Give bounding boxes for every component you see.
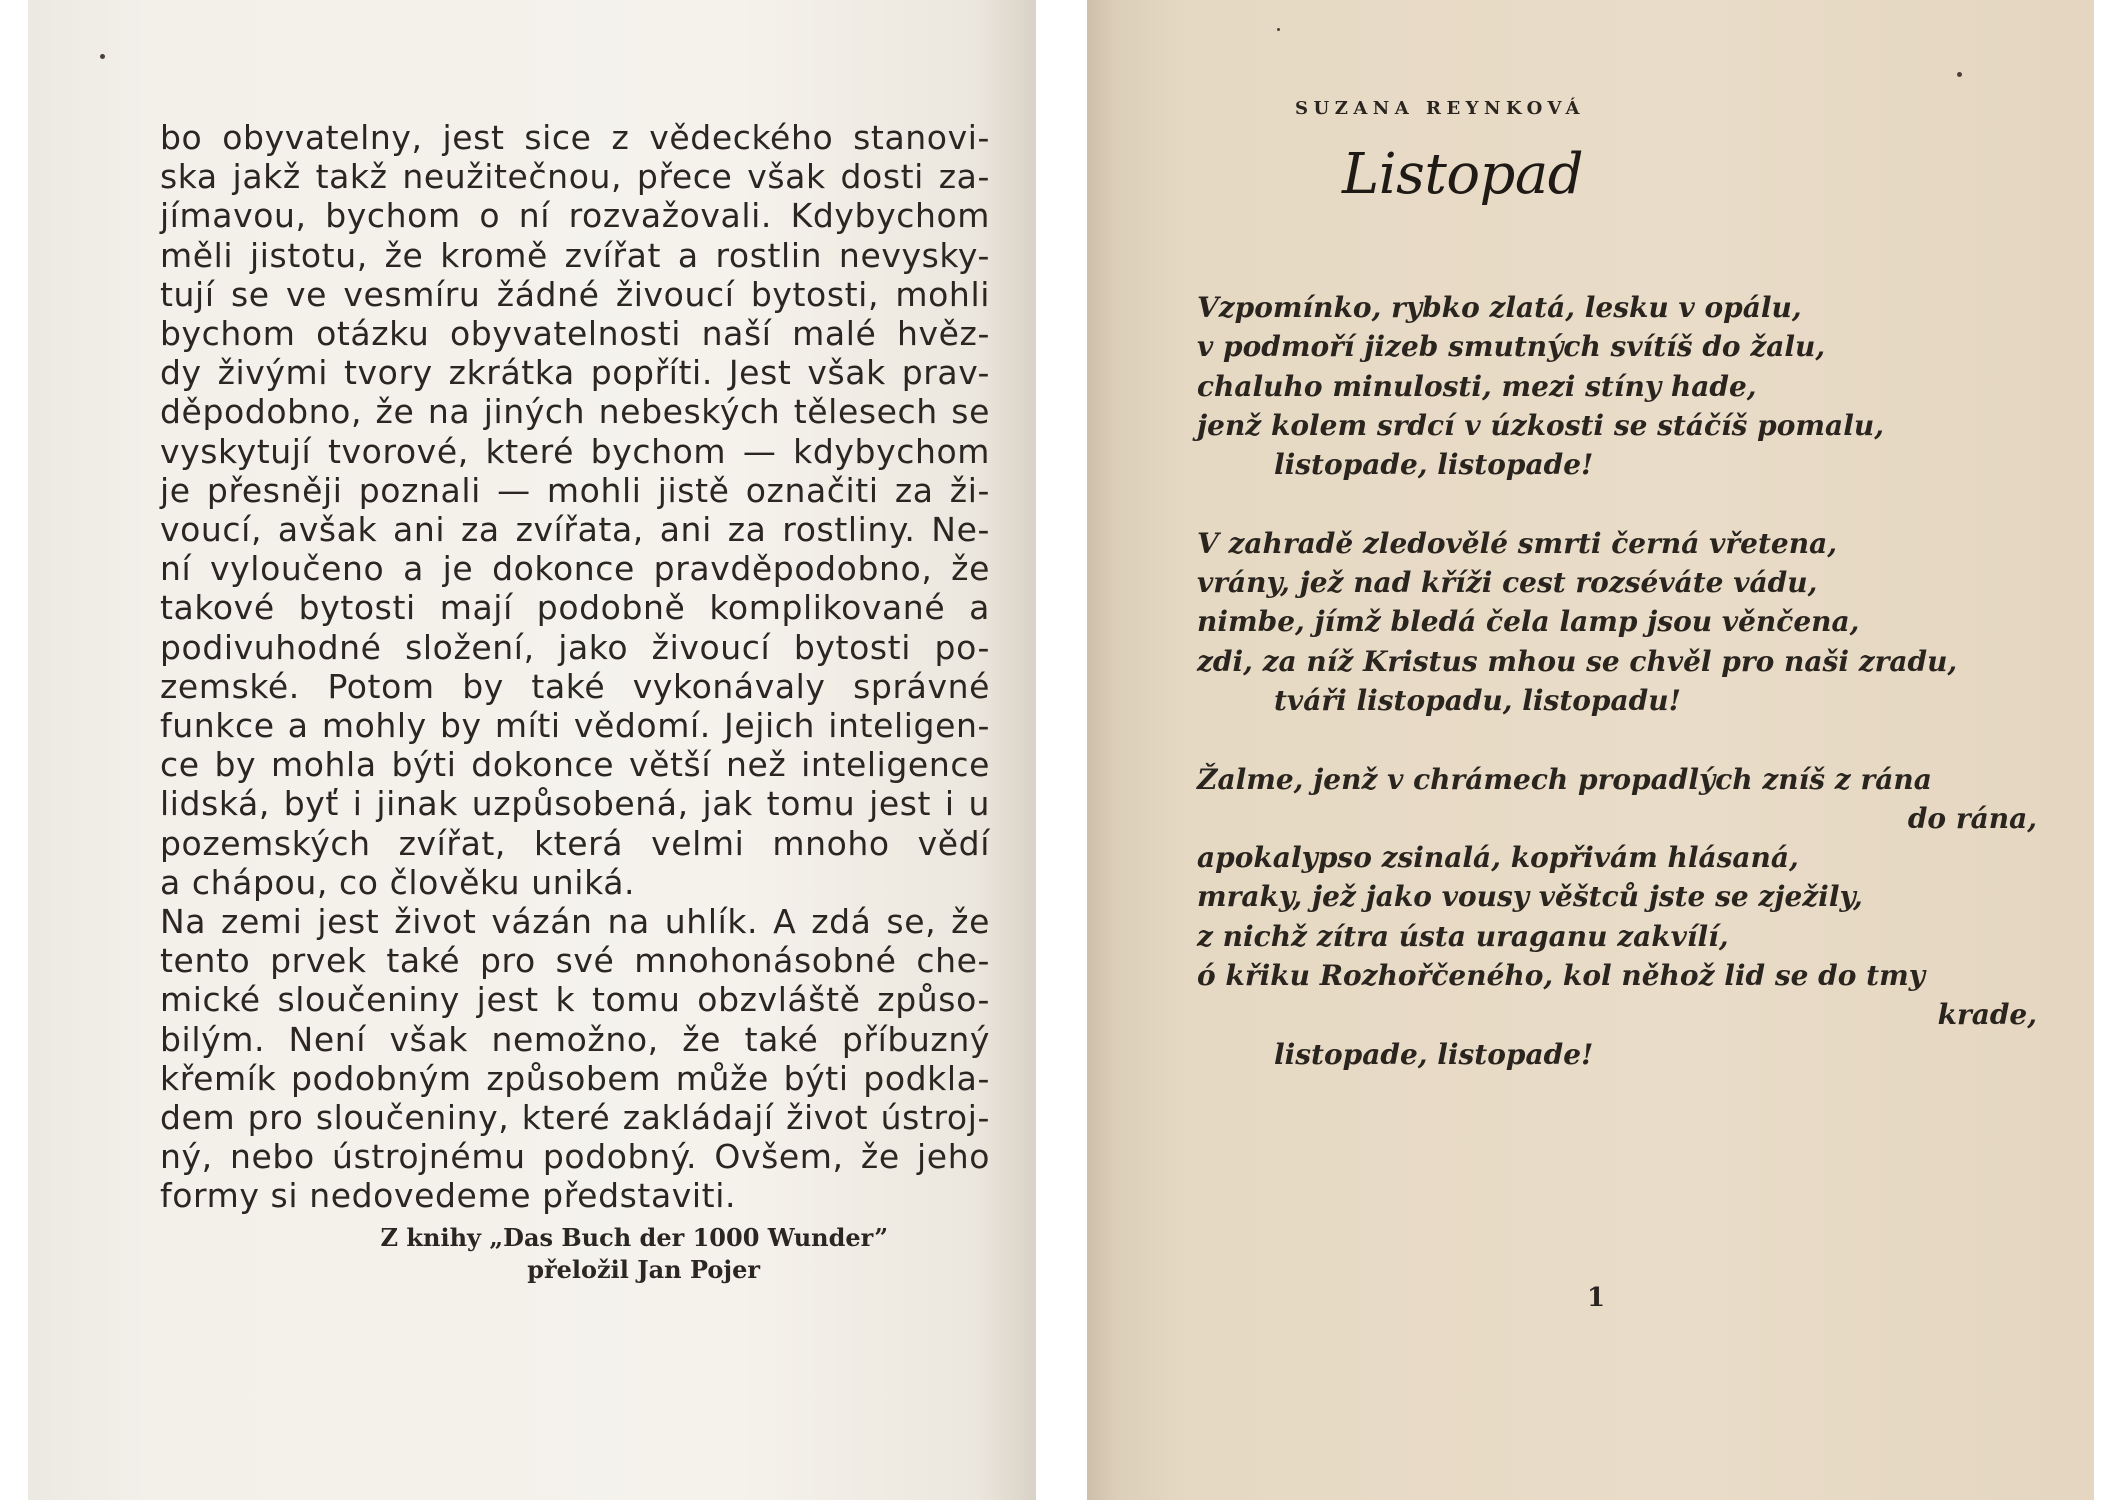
text-line: dy živými tvory zkrátka popříti. Jest však prav-	[160, 353, 990, 393]
article-text	[160, 118, 990, 1216]
verse-line: v podmoří jizeb smutných svítíš do žalu,	[1197, 330, 1826, 364]
verse-line: V zahradě zledovělé smrti černá vřetena,	[1197, 526, 1837, 560]
text-line: ný, nebo ústrojnému podobný. Ovšem, že jeho	[160, 1137, 990, 1177]
ink-speck	[1957, 72, 1962, 77]
text-line: zemské. Potom by také vykonávaly správné	[160, 666, 990, 706]
verse-line-continuation: krade,	[1937, 998, 2037, 1032]
verse-line: apokalypso zsinalá, kopřivám hlásaná,	[1197, 841, 1799, 875]
text-line: tují se ve vesmíru žádné živoucí bytosti, mohli	[160, 274, 990, 314]
verse-line: vrány, jež nad kříži cest rozséváte vádu,	[1197, 566, 1818, 600]
poem-author: SUZANA REYNKOVÁ	[1295, 98, 1586, 119]
text-line: křemík podobným způsobem může býti podkla-	[160, 1058, 990, 1098]
source-credits	[208, 1222, 888, 1286]
page-number: 1	[1587, 1283, 1606, 1313]
text-line: děpodobno, že na jiných nebeských tělesech se	[160, 392, 990, 432]
verse-line: nimbe, jímž bledá čela lamp jsou věnčena,	[1197, 605, 1860, 639]
poem-body	[1197, 288, 2037, 1074]
text-line: pozemských zvířat, která velmi mnoho vědí	[160, 823, 990, 863]
text-line: Na zemi jest život vázán na uhlík. A zdá se, že	[160, 902, 990, 942]
verse-line: zdi, za níž Kristus mhou se chvěl pro naši zradu,	[1197, 644, 1958, 678]
text-line: voucí, avšak ani za zvířata, ani za rostliny. Ne-	[160, 510, 990, 550]
text-line: formy si nedovedeme představiti.	[160, 1176, 737, 1216]
stanza-3	[1197, 760, 2037, 1074]
stanza-2	[1197, 524, 2037, 720]
text-line: ska jakž takž neužitečnou, přece však dosti za-	[160, 157, 990, 197]
text-line: měli jistotu, že kromě zvířat a rostlin nevysky-	[160, 235, 990, 275]
text-line: bo obyvatelny, jest sice z vědeckého stanovi-	[160, 118, 990, 157]
text-line: ní vyloučeno a je dokonce pravděpodobno, že	[160, 549, 990, 589]
ink-speck	[1277, 28, 1280, 31]
text-line: podivuhodné složení, jako živoucí bytosti po-	[160, 627, 990, 667]
verse-line: Vzpomínko, rybko zlatá, lesku v opálu,	[1197, 291, 1802, 324]
text-line: jímavou, bychom o ní rozvažovali. Kdybychom	[160, 196, 990, 236]
stanza-1	[1197, 288, 2037, 484]
verse-line: ó křiku Rozhořčeného, kol něhož lid se do tmy	[1197, 959, 1925, 993]
text-line: mické sloučeniny jest k tomu obzvláště způso-	[160, 980, 990, 1020]
refrain-line: listopade, listopade!	[1274, 448, 1594, 482]
text-line: bilým. Není však nemožno, že také příbuzný	[160, 1019, 990, 1059]
text-line: tento prvek také pro své mnohonásobné che-	[160, 941, 990, 981]
gutter	[1036, 0, 1087, 1500]
text-line: funkce a mohly by míti vědomí. Jejich inteligen-	[160, 706, 990, 746]
poem-title: Listopad	[1342, 142, 1584, 207]
refrain-line: tváři listopadu, listopadu!	[1274, 683, 1681, 717]
text-line: lidská, byť i jinak uzpůsobená, jak tomu jest i u	[160, 784, 990, 824]
verse-line: chaluho minulosti, mezi stíny hade,	[1197, 369, 1757, 403]
text-line: dem pro sloučeniny, které zakládají život ústroj-	[160, 1098, 990, 1138]
text-line: ce by mohla býti dokonce větší než inteligence	[160, 745, 990, 785]
text-line: a chápou, co člověku uniká.	[160, 862, 636, 902]
refrain-line: listopade, listopade!	[1274, 1037, 1594, 1071]
translator-note: přeložil Jan Pojer	[527, 1255, 760, 1284]
source-note: Z knihy „Das Buch der 1000 Wunder”	[380, 1223, 888, 1252]
text-line: vyskytují tvorové, které bychom — kdybychom	[160, 431, 990, 471]
left-page	[28, 0, 1036, 1500]
verse-line: z nichž zítra ústa uraganu zakvílí,	[1197, 919, 1729, 953]
verse-line: Žalme, jenž v chrámech propadlých zníš z rána	[1197, 762, 1932, 796]
verse-line: jenž kolem srdcí v úzkosti se stáčíš pomalu,	[1197, 408, 1884, 442]
verse-line: mraky, jež jako vousy věštců jste se zježily,	[1197, 880, 1863, 914]
verse-line-continuation: do rána,	[1907, 801, 2037, 835]
text-line: je přesněji poznali — mohli jistě označiti za ži-	[160, 470, 990, 510]
right-page	[1087, 0, 2094, 1500]
text-line: takové bytosti mají podobně komplikované a	[160, 588, 990, 628]
text-line: bychom otázku obyvatelnosti naší malé hvěz-	[160, 314, 990, 354]
ink-speck	[100, 54, 105, 59]
